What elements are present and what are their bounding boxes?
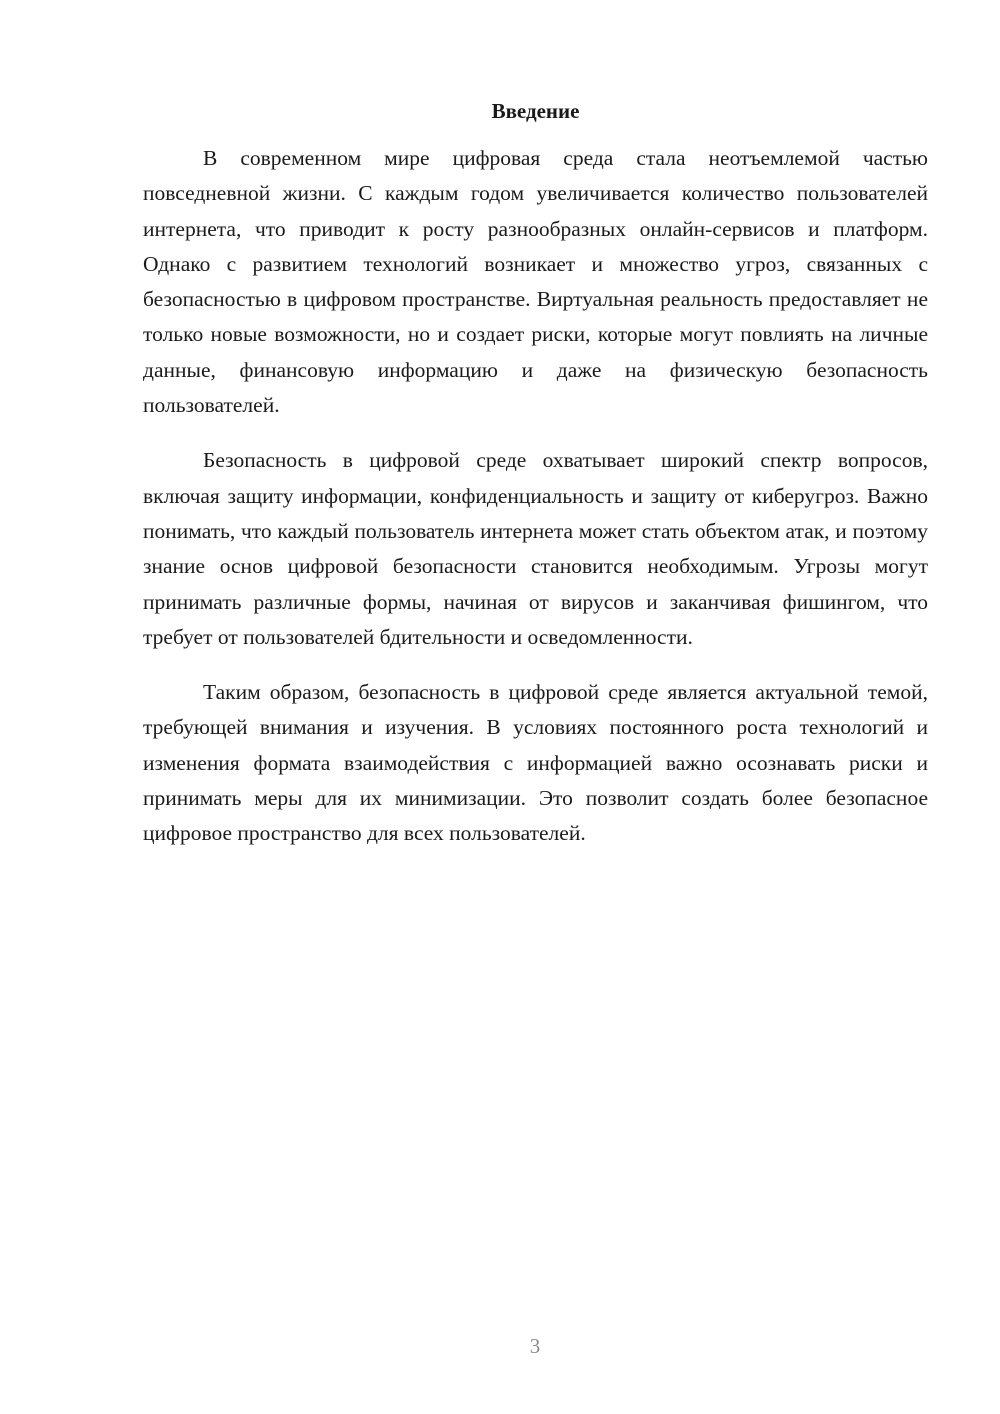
paragraph-1: В современном мире цифровая среда стала неотъемлемой частью повседневной жизни. С каждым годом увеличивается количество пользователей интернета, что приводит к росту разнообразных онлайн-сервисов и платформ. Однако с развитием технологий возникает и множество угроз, связанных с безопасностью в цифровом пространстве. Виртуальная реальность предоставляет не только новые возможности, но и создает риски, которые могут повлиять на личные данные, финансовую информацию и даже на физическую безопасность пользователей. [143, 146, 928, 418]
paragraph-3: Таким образом, безопасность в цифровой среде является актуальной темой, требующей внимания и изучения. В условиях постоянного роста технологий и изменения формата взаимодействия с информацией важно осознавать риски и принимать меры для их минимизации. Это позволит создать более безопасное цифровое пространство для всех пользователей. [143, 680, 928, 846]
paragraph-2: Безопасность в цифровой среде охватывает широкий спектр вопросов, включая защиту информации, конфиденциальность и защиту от киберугроз. Важно понимать, что каждый пользователь интернета может стать объектом атак, и поэтому знание основ цифровой безопасности становится необходимым. Угрозы могут принимать различные формы, начиная от вирусов и заканчивая фишингом, что требует от пользователей бдительности и осведомленности. [143, 448, 928, 649]
page-content [143, 94, 928, 852]
section-heading: Введение [491, 99, 580, 123]
page-number: 3 [529, 1334, 541, 1358]
